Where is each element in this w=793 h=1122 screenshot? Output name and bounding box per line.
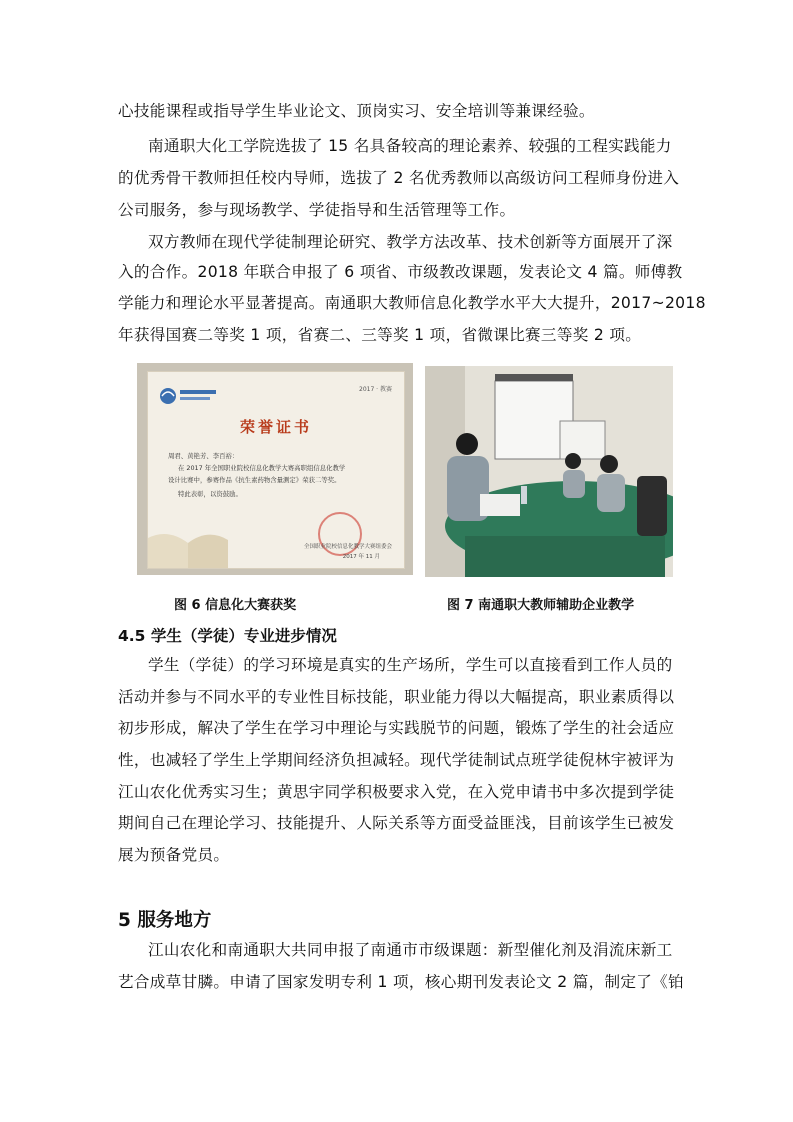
paragraph-line: 南通职大化工学院选拔了 15 名具备较高的理论素养、较强的工程实践能力 (148, 137, 672, 155)
paragraph-line: 性，也减轻了学生上学期间经济负担减轻。现代学徒制试点班学徒倪林宇被评为 (118, 751, 675, 769)
paragraph-line: 的优秀骨干教师担任校内导师，选拔了 2 名优秀教师以高级访问工程师身份进入 (118, 169, 680, 187)
certificate-image (137, 363, 413, 575)
paragraph-line: 初步形成，解决了学生在学习中理论与实践脱节的问题，锻炼了学生的社会适应 (118, 719, 675, 737)
certificate-date: 2017 年 11 月 (342, 554, 380, 560)
book-decoration-icon (148, 518, 228, 568)
section-heading-5: 5 服务地方 (118, 910, 212, 931)
teaching-photo (425, 366, 673, 577)
paragraph-line: 公司服务，参与现场教学、学徒指导和生活管理等工作。 (118, 201, 516, 219)
section-heading-4-5: 4.5 学生（学徒）专业进步情况 (118, 627, 337, 645)
paragraph-line: 学能力和理论水平显著提高。南通职大教师信息化教学水平大大提升，2017~2018 (118, 294, 706, 312)
certificate-body: 在 2017 年全国职业院校信息化教学大赛高职组信息化教学 (178, 464, 346, 472)
certificate-body: 设计比赛中，参赛作品《抗生素药物含量测定》荣获二等奖。 (168, 476, 341, 484)
paragraph-line: 双方教师在现代学徒制理论研究、教学方法改革、技术创新等方面展开了深 (148, 233, 673, 251)
certificate-year: 2017 · 教赛 (359, 386, 392, 393)
paragraph-line: 入的合作。2018 年联合申报了 6 项省、市级教改课题，发表论文 4 篇。师傅教 (118, 263, 683, 281)
certificate-title: 荣誉证书 (239, 418, 312, 436)
paragraph-line: 心技能课程或指导学生毕业论文、顶岗实习、安全培训等兼课经验。 (118, 102, 595, 120)
contest-logo-icon (158, 382, 220, 410)
paragraph-line: 展为预备党员。 (118, 846, 230, 864)
paragraph-line: 江山农化优秀实习生；黄思宇同学积极要求入党，在入党申请书中多次提到学徒 (118, 783, 675, 801)
figure-7-caption: 图 7 南通职大教师辅助企业教学 (447, 598, 635, 613)
paragraph-line: 艺合成草甘膦。申请了国家发明专利 1 项，核心期刊发表论文 2 篇，制定了《铂 (118, 973, 684, 991)
paragraph-line: 年获得国赛二等奖 1 项，省赛二、三等奖 1 项，省微课比赛三等奖 2 项。 (118, 326, 642, 344)
paragraph-line: 学生（学徒）的学习环境是真实的生产场所，学生可以直接看到工作人员的 (148, 656, 673, 674)
paragraph-line: 期间自己在理论学习、技能提升、人际关系等方面受益匪浅，目前该学生已被发 (118, 814, 675, 832)
certificate-org: 全国职业院校信息化教学大赛组委会 (303, 544, 392, 550)
certificate-names: 周君、黄艳芳、李百裕： (168, 452, 239, 460)
paragraph-line: 江山农化和南通职大共同申报了南通市市级课题：新型催化剂及涓流床新工 (148, 941, 673, 959)
certificate-body: 特此表彰，以资鼓励。 (178, 490, 242, 498)
figure-6-caption: 图 6 信息化大赛获奖 (174, 598, 297, 613)
paragraph-line: 活动并参与不同水平的专业性目标技能，职业能力得以大幅提高，职业素质得以 (118, 688, 675, 706)
